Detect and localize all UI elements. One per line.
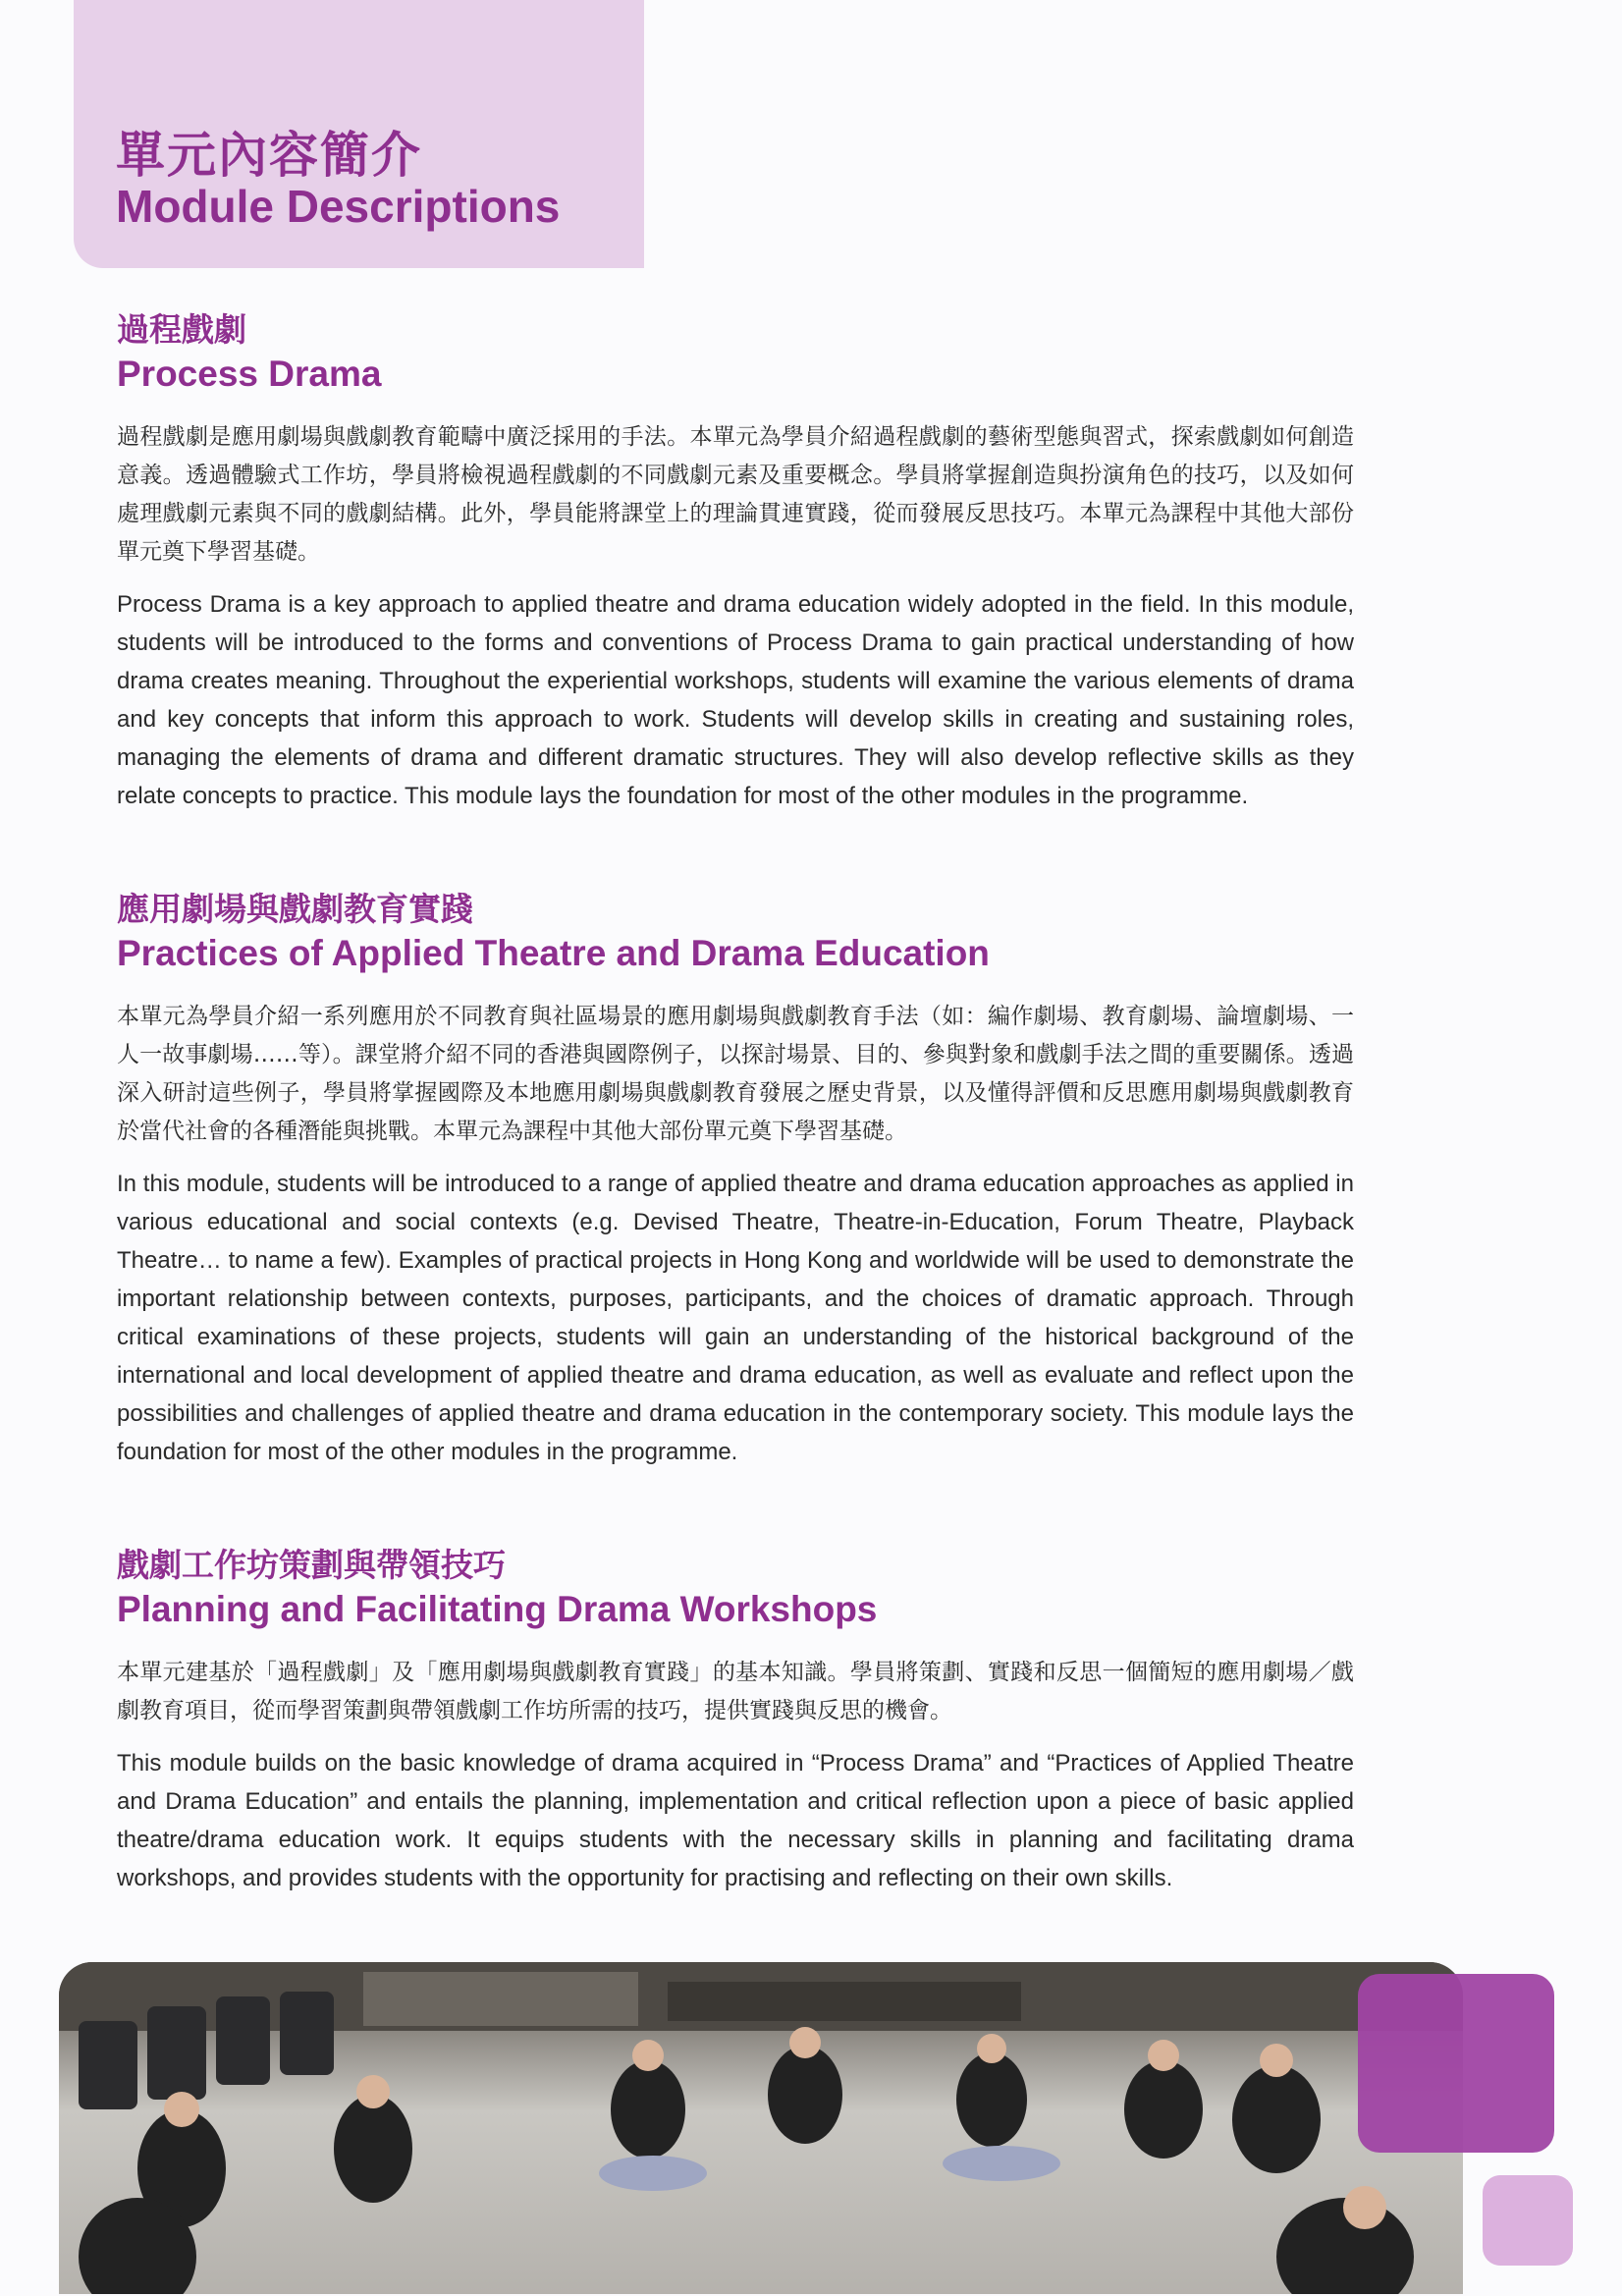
workshop-photo-illustration [59,1962,1463,2294]
module-description-zh: 過程戲劇是應用劇場與戲劇教育範疇中廣泛採用的手法。本單元為學員介紹過程戲劇的藝術型態與習式，探索戲劇如何創造意義。透過體驗式工作坊，學員將檢視過程戲劇的不同戲劇元素及重要概念。學員將掌握創造與扮演角色的技巧，以及如何處理戲劇元素與不同的戲劇結構。此外，學員能將課堂上的理論貫連實踐，從而發展反思技巧。本單元為課程中其他大部份單元奠下學習基礎。 [117,424,1354,565]
module-applied-theatre-practices [117,888,1354,1471]
module-description-zh: 本單元建基於「過程戲劇」及「應用劇場與戲劇教育實踐」的基本知識。學員將策劃、實踐和反思一個簡短的應用劇場／戲劇教育項目，從而學習策劃與帶領戲劇工作坊所需的技巧，提供實踐與反思的機會。 [117,1660,1354,1723]
module-title-zh: 戲劇工作坊策劃與帶領技巧 [117,1546,506,1584]
module-title-en: Process Drama [117,354,382,394]
module-title-zh: 應用劇場與戲劇教育實踐 [117,890,473,928]
page-title-zh: 單元內容簡介 [116,127,422,184]
module-description-zh: 本單元為學員介紹一系列應用於不同教育與社區場景的應用劇場與戲劇教育手法（如：編作劇場、教育劇場、論壇劇場、一人一故事劇場……等）。課堂將介紹不同的香港與國際例子，以探討場景、目的、參與對象和戲劇手法之間的重要關係。透過深入研討這些例子，學員將掌握國際及本地應用劇場與戲劇教育發展之歷史背景，以及懂得評價和反思應用劇場與戲劇教育於當代社會的各種潛能與挑戰。本單元為課程中其他大部份單元奠下學習基礎。 [117,1004,1354,1144]
decorative-square-dark [1358,1974,1554,2153]
module-drama-workshops [117,1544,1354,1897]
workshop-photo [59,1962,1463,2294]
module-title-en: Planning and Facilitating Drama Workshops [117,1589,878,1629]
module-title-zh: 過程戲劇 [117,310,246,349]
module-title-en: Practices of Applied Theatre and Drama Education [117,933,990,973]
module-description-en: Process Drama is a key approach to applied theatre and drama education widely adopted in the field. In this module, students will be introduced to the forms and conventions of Process Drama to gain practical understanding of how drama creates meaning. Throughout the experiential workshops, students will examine the various elements of drama and key concepts that inform this approach to work. Students will develop skills in creating and sustaining roles, managing the elements of drama and different dramatic structures. They will also develop reflective skills as they relate concepts to practice. This module lays the foundation for most of the other modules in the programme. [117,591,1354,809]
module-description-en: In this module, students will be introduced to a range of applied theatre and drama education approaches as applied in various educational and social contexts (e.g. Devised Theatre, Theatre-in-Education, Forum Theatre, Playback Theatre… to name a few). Examples of practical projects in Hong Kong and worldwide will be used to demonstrate the important relationship between contexts, purposes, participants, and the choices of dramatic approach. Through critical examinations of these projects, students will gain an understanding of the historical background of the international and local development of applied theatre and drama education, as well as evaluate and reflect upon the possibilities and challenges of applied theatre and drama education in the contemporary society. This module lays the foundation for most of the other modules in the programme. [117,1171,1354,1465]
decorative-square-light [1483,2175,1573,2266]
page-title-en: Module Descriptions [116,181,561,232]
module-description-en: This module builds on the basic knowledge of drama acquired in “Process Drama” and “Practices of Applied Theatre and Drama Education” and entails the planning, implementation and critical reflection upon a piece of basic applied theatre/drama education work. It equips students with the necessary skills in planning and facilitating drama workshops, and provides students with the opportunity for practising and reflecting on their own skills. [117,1750,1354,1891]
module-process-drama [117,308,1354,815]
